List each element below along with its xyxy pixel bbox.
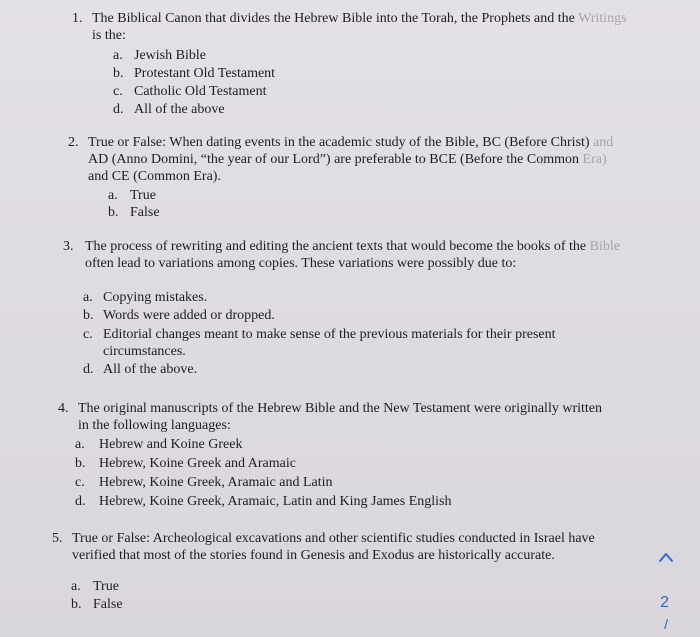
stem-faded-text: and bbox=[593, 135, 614, 150]
option-text: False bbox=[93, 597, 123, 612]
option-text: Catholic Old Testament bbox=[134, 84, 267, 99]
question-stem bbox=[72, 530, 652, 564]
option-text: All of the above bbox=[134, 102, 225, 117]
option-a[interactable] bbox=[108, 187, 688, 204]
stem-line: and CE (Common Era). bbox=[88, 169, 221, 184]
option-text: Hebrew, Koine Greek, Aramaic and Latin bbox=[99, 475, 333, 490]
question-3 bbox=[63, 238, 688, 378]
option-letter: d. bbox=[75, 494, 86, 509]
question-stem bbox=[92, 10, 682, 44]
option-c[interactable] bbox=[113, 83, 682, 100]
question-5 bbox=[52, 530, 652, 613]
option-text: Hebrew and Koine Greek bbox=[99, 437, 243, 452]
option-letter: d. bbox=[113, 102, 124, 117]
option-b[interactable] bbox=[108, 204, 688, 221]
option-letter: a. bbox=[113, 48, 123, 63]
option-text-continued: circumstances. bbox=[103, 344, 186, 359]
question-stem bbox=[85, 238, 688, 272]
option-a[interactable] bbox=[83, 289, 688, 306]
option-letter: b. bbox=[113, 66, 124, 81]
question-number: 1. bbox=[72, 11, 83, 26]
option-d[interactable] bbox=[75, 493, 678, 510]
question-number: 4. bbox=[58, 401, 69, 416]
stem-text: The process of rewriting and editing the ancient texts that would become the books of the bbox=[85, 239, 587, 254]
stem-faded-text: Era) bbox=[582, 152, 607, 167]
options-list bbox=[75, 436, 678, 510]
stem-line: in the following languages: bbox=[78, 418, 231, 433]
stem-text: The Biblical Canon that divides the Hebrew Bible into the Torah, the Prophets and the bbox=[92, 11, 575, 26]
stem-faded-text: Writings bbox=[578, 11, 627, 26]
option-text: True bbox=[93, 579, 119, 594]
option-letter: c. bbox=[113, 84, 123, 99]
page-number: 2 bbox=[660, 594, 669, 611]
option-c[interactable] bbox=[83, 326, 688, 360]
option-letter: b. bbox=[108, 205, 119, 220]
stem-text: True or False: When dating events in the academic study of the Bible, BC (Before Christ) bbox=[88, 135, 590, 150]
option-a[interactable] bbox=[75, 436, 678, 453]
option-c[interactable] bbox=[75, 474, 678, 491]
option-b[interactable] bbox=[83, 307, 688, 324]
option-b[interactable] bbox=[113, 65, 682, 82]
stem-line: True or False: Archeological excavations and other scientific studies conducted in Israel have bbox=[72, 531, 595, 546]
stem-line: is the: bbox=[92, 28, 126, 43]
option-d[interactable] bbox=[83, 361, 688, 378]
option-d[interactable] bbox=[113, 101, 682, 118]
option-letter: a. bbox=[75, 437, 85, 452]
option-a[interactable] bbox=[71, 578, 652, 595]
question-4 bbox=[58, 400, 678, 510]
stem-line bbox=[92, 10, 682, 27]
question-stem bbox=[78, 400, 678, 434]
stem-faded-text: Bible bbox=[589, 239, 620, 254]
option-a[interactable] bbox=[113, 47, 682, 64]
options-list bbox=[71, 578, 652, 613]
option-text: Copying mistakes. bbox=[103, 290, 208, 305]
question-number: 2. bbox=[68, 135, 79, 150]
option-text: Protestant Old Testament bbox=[134, 66, 276, 81]
question-number: 3. bbox=[63, 239, 74, 254]
stem-line bbox=[85, 238, 688, 255]
option-letter: a. bbox=[83, 290, 93, 305]
option-text: True bbox=[130, 188, 156, 203]
chevron-up-icon[interactable] bbox=[658, 550, 674, 566]
question-1 bbox=[72, 10, 682, 118]
option-b[interactable] bbox=[75, 455, 678, 472]
question-2 bbox=[68, 134, 688, 221]
stem-line bbox=[88, 134, 688, 151]
options-list bbox=[83, 289, 688, 378]
option-letter: b. bbox=[75, 456, 86, 471]
option-text: Hebrew, Koine Greek and Aramaic bbox=[99, 456, 296, 471]
option-letter: a. bbox=[108, 188, 118, 203]
stem-line: often lead to variations among copies. These variations were possibly due to: bbox=[85, 256, 517, 271]
stem-line: verified that most of the stories found in Genesis and Exodus are historically accurate. bbox=[72, 548, 555, 563]
stem-line bbox=[88, 151, 688, 168]
option-letter: d. bbox=[83, 362, 94, 377]
stem-line: The original manuscripts of the Hebrew Bible and the New Testament were originally written bbox=[78, 401, 602, 416]
option-letter: a. bbox=[71, 579, 81, 594]
option-b[interactable] bbox=[71, 596, 652, 613]
options-list bbox=[113, 47, 682, 118]
option-letter: c. bbox=[75, 475, 85, 490]
page-separator: / bbox=[664, 616, 668, 632]
option-text: False bbox=[130, 205, 160, 220]
option-letter: b. bbox=[83, 308, 94, 323]
option-text: All of the above. bbox=[103, 362, 198, 377]
stem-text: AD (Anno Domini, “the year of our Lord”) are preferable to BCE (Before the Common bbox=[88, 152, 580, 167]
option-text: Editorial changes meant to make sense of the previous materials for their present bbox=[103, 327, 556, 342]
option-letter: b. bbox=[71, 597, 82, 612]
question-number: 5. bbox=[52, 531, 63, 546]
option-text: Jewish Bible bbox=[134, 48, 206, 63]
option-text: Words were added or dropped. bbox=[103, 308, 275, 323]
options-list bbox=[108, 187, 688, 221]
question-stem bbox=[88, 134, 688, 185]
option-letter: c. bbox=[83, 327, 93, 342]
option-text: Hebrew, Koine Greek, Aramaic, Latin and King James English bbox=[99, 494, 452, 509]
chevron-up-glyph bbox=[658, 550, 674, 566]
